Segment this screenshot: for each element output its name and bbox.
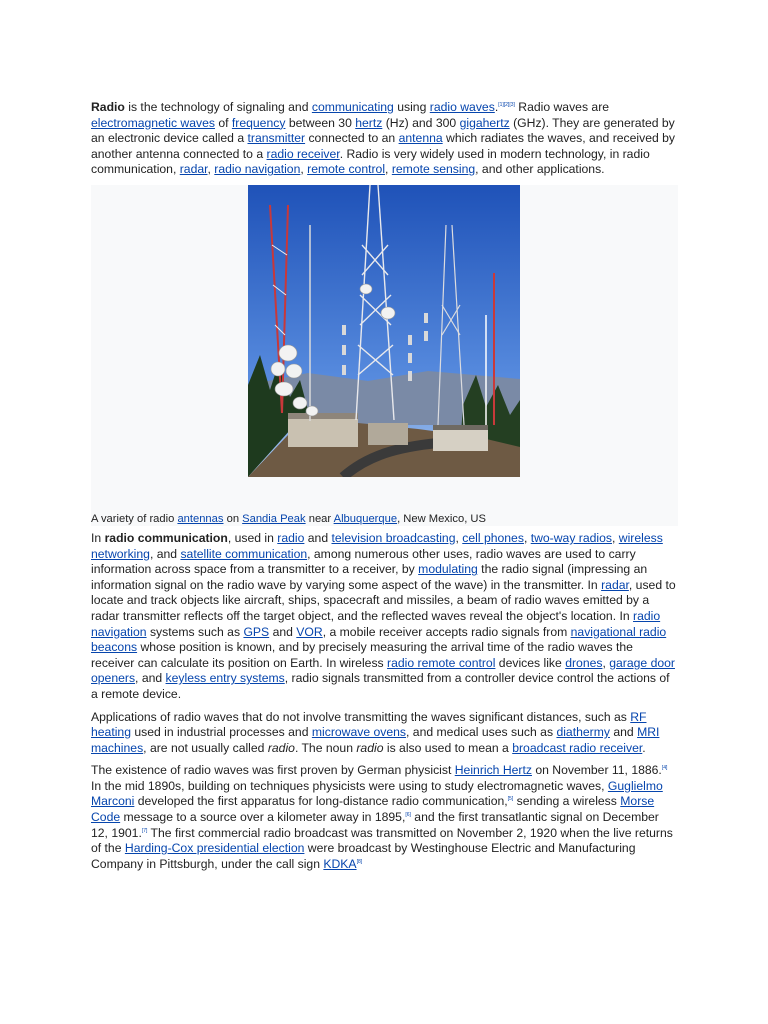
text: devices like — [495, 655, 566, 670]
italic-radio: radio — [267, 740, 295, 755]
text: developed the first apparatus for long-distance radio communication, — [134, 794, 508, 809]
link-sandia-peak[interactable]: Sandia Peak — [242, 512, 306, 525]
link-radio-waves[interactable]: radio waves — [429, 100, 495, 114]
link-rf-heating[interactable]: RF heating — [91, 709, 647, 740]
text: near — [305, 512, 334, 525]
text: , — [602, 655, 610, 670]
text: . The noun — [294, 740, 357, 755]
text: , — [523, 530, 531, 545]
link-antennas[interactable]: antennas — [177, 512, 224, 525]
text: The existence of radio waves was first proven by German physicist — [91, 763, 455, 778]
link-navigational-radio-beacons[interactable]: navigational radio beacons — [91, 624, 667, 655]
text: In the mid 1890s, building on techniques physicists were using to study electromagnetic waves, — [91, 778, 608, 793]
link-radio-navigation-2[interactable]: radio navigation — [91, 608, 661, 639]
link-radio-remote-control[interactable]: radio remote control — [387, 655, 496, 670]
text: A variety of radio — [91, 512, 178, 525]
text: Applications of radio waves that do not involve transmitting the waves significant distances, such as — [91, 709, 631, 724]
link-radar[interactable]: radar — [179, 162, 208, 177]
link-gigahertz[interactable]: gigahertz — [459, 115, 510, 130]
text: is the technology of signaling and — [124, 100, 312, 114]
text: , used to locate and track objects like aircraft, ships, spacecraft and missiles, a beam of radio waves emitted by a radar transmitter reflects off the target object, and the reflected waves reveal the object's location. In — [91, 577, 676, 623]
text: using — [393, 100, 430, 114]
link-gps[interactable]: GPS — [243, 624, 270, 639]
link-heinrich-hertz[interactable]: Heinrich Hertz — [454, 763, 532, 778]
text: , radio signals transmitted from a controller device control the actions of a remote device. — [91, 671, 670, 701]
text: , — [385, 162, 392, 177]
citation-4[interactable]: [4] — [661, 765, 668, 772]
link-wireless-networking[interactable]: wireless networking — [91, 530, 663, 561]
link-remote-control[interactable]: remote control — [307, 162, 386, 177]
text: , New Mexico, US — [397, 512, 486, 525]
link-drones[interactable]: drones — [565, 655, 603, 670]
text: , used in — [227, 530, 278, 545]
term-radio-communication: radio communication — [104, 530, 228, 545]
text: used in industrial processes and — [130, 725, 312, 740]
text: . Radio is very widely used in modern technology, in radio communication, — [91, 146, 650, 177]
link-remote-sensing[interactable]: remote sensing — [391, 162, 476, 177]
text: connected to an — [305, 131, 399, 146]
text: , and medical uses such as — [406, 725, 557, 740]
text: , — [455, 530, 463, 545]
text: which radiates the waves, and received by another antenna connected to a — [91, 131, 676, 161]
text: In — [91, 530, 105, 545]
term-radio: Radio — [91, 100, 125, 114]
text: The first commercial radio broadcast was transmitted on November 2, 1920 when the live returns of the — [91, 825, 673, 856]
link-mri-machines[interactable]: MRI machines — [91, 725, 660, 755]
text: whose position is known, and by precisely measuring the arrival time of the radio waves the receiver can calculate its position on Earth. In wireless — [91, 640, 633, 670]
text: , — [612, 530, 619, 545]
intro-paragraph: Radio is the technology of signaling and communicating using radio waves.[1][2][3] Radio waves are electromagnetic waves of frequency between 30 hertz (Hz) and 300 gigahertz (GHz). They are generated by an electronic device called a transmitter connected to an antenna which radiates the waves, and received by another antenna connected to a radio receiver. Radio is very widely used in modern technology, in radio communication, radar, radio navigation, remote control, remote sensing, and other applications. — [91, 100, 676, 177]
link-microwave-ovens[interactable]: microwave ovens — [311, 725, 407, 740]
text: systems such as — [146, 624, 244, 639]
text: , are not usually called — [143, 740, 268, 755]
link-transmitter[interactable]: transmitter — [247, 131, 306, 146]
link-modulating[interactable]: modulating — [418, 562, 478, 577]
citation-8[interactable]: [8] — [356, 858, 363, 865]
link-television-broadcasting[interactable]: television broadcasting — [331, 530, 456, 545]
text: the radio signal (impressing an information signal on the radio wave by varying some aspect of the wave) in the transmitter. In — [91, 562, 648, 592]
text: , and other applications. — [475, 162, 605, 177]
text: , and — [135, 671, 166, 686]
applications-paragraph — [91, 710, 678, 757]
link-electromagnetic-waves[interactable]: electromagnetic waves — [91, 115, 215, 130]
text: , a mobile receiver accepts radio signals from — [322, 624, 571, 639]
text: (Hz) and 300 — [382, 115, 460, 130]
text: and the first transatlantic signal on December 12, 1901. — [91, 810, 659, 840]
link-antenna[interactable]: antenna — [398, 131, 443, 146]
link-vor[interactable]: VOR — [296, 624, 323, 639]
link-kdka[interactable]: KDKA — [323, 856, 357, 871]
citation-7[interactable]: [7] — [141, 827, 148, 834]
text: Radio waves are — [514, 100, 610, 114]
link-frequency[interactable]: frequency — [231, 115, 286, 130]
text: is also used to mean a — [383, 740, 513, 755]
text: between 30 — [285, 115, 356, 130]
link-morse-code[interactable]: Morse Code — [91, 794, 655, 825]
link-communicating[interactable]: communicating — [311, 100, 394, 114]
text: , — [300, 162, 308, 177]
link-broadcast-radio-receiver[interactable]: broadcast radio receiver — [512, 740, 643, 755]
link-radio-receiver[interactable]: radio receiver — [266, 146, 340, 161]
text: message to a source over a kilometer away in 1895, — [120, 810, 406, 825]
link-guglielmo-marconi[interactable]: Guglielmo Marconi — [91, 778, 663, 809]
figure — [91, 185, 678, 526]
italic-radio-noun: radio — [356, 740, 384, 755]
citation-1-2-3[interactable]: [1][2][3] — [498, 101, 515, 108]
text: . — [642, 740, 646, 755]
link-keyless-entry-systems[interactable]: keyless entry systems — [165, 671, 285, 686]
text: sending a wireless — [513, 794, 621, 809]
link-two-way-radios[interactable]: two-way radios — [530, 530, 612, 545]
figure-caption — [91, 512, 486, 526]
article-body — [91, 100, 678, 879]
text: on November 11, 1886. — [531, 763, 662, 778]
link-hertz[interactable]: hertz — [355, 115, 383, 130]
link-garage-door-openers[interactable]: garage door openers — [91, 655, 675, 686]
link-cell-phones[interactable]: cell phones — [462, 530, 524, 545]
text: , and — [149, 546, 181, 561]
link-albuquerque[interactable]: Albuquerque — [333, 512, 398, 525]
text: and — [304, 530, 332, 545]
text: and — [609, 725, 638, 740]
link-satellite-communication[interactable]: satellite communication — [180, 546, 308, 561]
link-diathermy[interactable]: diathermy — [556, 725, 610, 740]
citation-6[interactable]: [6] — [405, 812, 411, 818]
text: on — [223, 512, 243, 525]
link-radio-navigation[interactable]: radio navigation — [214, 162, 301, 177]
radio-communication-paragraph — [91, 531, 678, 703]
text: were broadcast by Westinghouse Electric and Manufacturing Company in Pittsburgh, under the call sign — [91, 841, 636, 871]
text: , among numerous other uses, radio waves are used to carry information across space from a transmitter to a receiver, by — [91, 546, 636, 577]
link-radar-2[interactable]: radar — [601, 577, 629, 592]
link-radio[interactable]: radio — [277, 530, 305, 545]
text: and — [269, 624, 297, 639]
citation-5[interactable]: [5] — [507, 796, 514, 803]
antenna-photo[interactable] — [248, 185, 520, 477]
text: , — [207, 162, 215, 177]
history-paragraph — [91, 763, 678, 872]
text: (GHz). They are generated by an electronic device called a — [91, 115, 675, 146]
link-harding-cox-election[interactable]: Harding-Cox presidential election — [124, 841, 305, 856]
text: of — [214, 115, 232, 130]
